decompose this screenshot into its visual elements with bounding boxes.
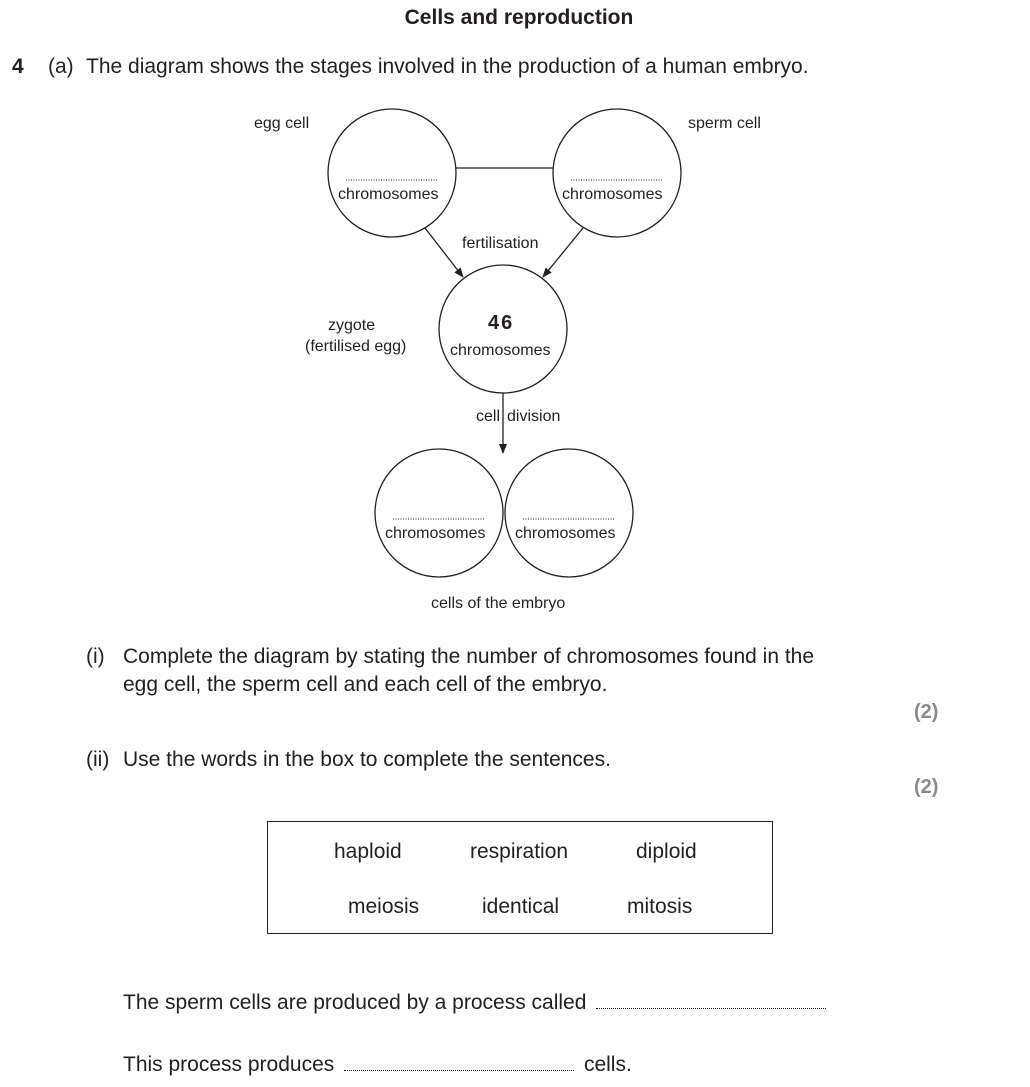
question-number: 4	[12, 55, 24, 78]
sentence-1-text: The sperm cells are produced by a process called	[123, 991, 587, 1014]
egg-cell-label: egg cell	[254, 115, 310, 132]
cell-division-label-right: division	[507, 408, 561, 425]
sperm-arrow	[543, 228, 583, 277]
sentence-2-text-before: This process produces	[123, 1053, 335, 1076]
part-ii-marks: (2)	[914, 776, 939, 798]
cell-division-label-left: cell	[476, 408, 501, 425]
embryo-cell-left-circle	[375, 449, 503, 577]
part-i-number: (i)	[86, 645, 105, 668]
part-i-marks: (2)	[914, 701, 939, 723]
zygote-chromosomes-label: chromosomes	[450, 342, 551, 359]
word-meiosis: meiosis	[348, 895, 420, 918]
part-ii-number: (ii)	[86, 748, 110, 771]
page-title: Cells and reproduction	[404, 6, 634, 29]
sentence-1-answer-blank[interactable]	[596, 990, 826, 1009]
fertilisation-label: fertilisation	[462, 235, 539, 252]
part-ii-text: Use the words in the box to complete the sentences.	[123, 748, 611, 771]
question-part: (a)	[48, 55, 74, 78]
embryo-cell-right-circle	[505, 449, 633, 577]
word-identical: identical	[482, 895, 560, 918]
sentence-2	[123, 1052, 632, 1077]
part-i-line1: Complete the diagram by stating the number of chromosomes found in the	[123, 645, 815, 668]
sentence-2-text-after: cells.	[583, 1053, 632, 1076]
sperm-cell-circle	[553, 109, 681, 237]
egg-chromosomes-label: chromosomes	[338, 186, 439, 203]
word-mitosis: mitosis	[627, 895, 693, 918]
word-respiration: respiration	[470, 840, 569, 863]
zygote-sublabel: (fertilised egg)	[305, 338, 407, 355]
sentence-1	[123, 990, 826, 1015]
word-diploid: diploid	[636, 840, 697, 863]
zygote-label: zygote	[328, 317, 376, 334]
zygote-chromosome-count: 46	[488, 312, 515, 334]
embryo-left-chromosomes-label: chromosomes	[385, 525, 486, 542]
sentence-2-answer-blank[interactable]	[344, 1052, 574, 1071]
embryo-label: cells of the embryo	[431, 595, 566, 612]
sperm-chromosomes-label: chromosomes	[562, 186, 663, 203]
embryo-right-chromosomes-label: chromosomes	[515, 525, 616, 542]
egg-arrow	[425, 228, 463, 277]
question-text: The diagram shows the stages involved in the production of a human embryo.	[86, 55, 809, 78]
egg-cell-circle	[328, 109, 456, 237]
word-haploid: haploid	[334, 840, 402, 863]
sperm-cell-label: sperm cell	[688, 115, 761, 132]
part-i-line2: egg cell, the sperm cell and each cell of the embryo.	[123, 673, 608, 696]
